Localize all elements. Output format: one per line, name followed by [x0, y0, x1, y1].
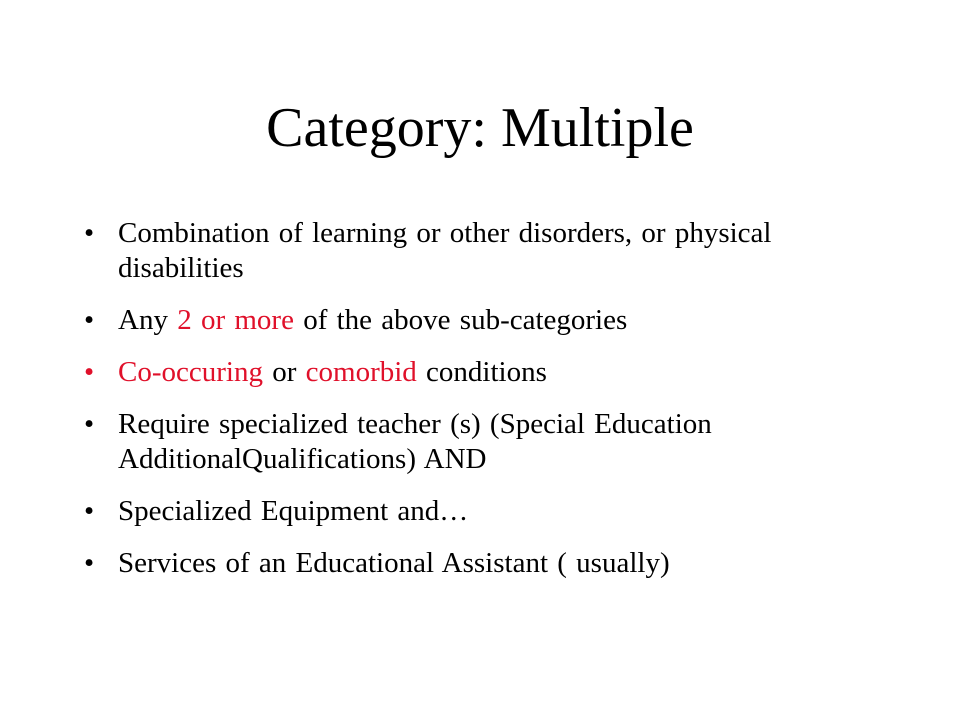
- bullet-text: of the above sub-categories: [293, 304, 628, 336]
- bullet-text: or: [262, 356, 306, 388]
- bullet-icon: •: [84, 304, 95, 336]
- bullet-text: Any: [118, 304, 178, 336]
- slide-title: Category: Multiple: [266, 97, 694, 159]
- bullet-text: Specialized Equipment and…: [118, 495, 469, 527]
- bullet-item-4: [80, 407, 900, 477]
- bullet-item-2: [80, 303, 900, 338]
- bullet-icon: •: [84, 495, 95, 527]
- bullet-item-5: [80, 494, 900, 529]
- bullet-item-1: [80, 216, 900, 286]
- highlighted-text: 2 or more: [177, 304, 294, 336]
- bullet-list: [80, 216, 900, 598]
- highlighted-text: Co-occuring: [118, 356, 263, 388]
- bullet-item-3: [80, 355, 900, 390]
- bullet-icon: •: [84, 356, 95, 388]
- bullet-item-6: [80, 546, 900, 581]
- bullet-icon: •: [84, 217, 95, 249]
- highlighted-text: comorbid: [305, 356, 417, 388]
- bullet-text: conditions: [416, 356, 547, 388]
- bullet-text: Require specialized teacher (s) (Special Education AdditionalQualifications) AND: [118, 408, 712, 475]
- bullet-text: Services of an Educational Assistant ( usually): [118, 547, 670, 579]
- bullet-text: Combination of learning or other disorders, or physical disabilities: [118, 217, 772, 284]
- bullet-icon: •: [84, 408, 95, 440]
- bullet-icon: •: [84, 547, 95, 579]
